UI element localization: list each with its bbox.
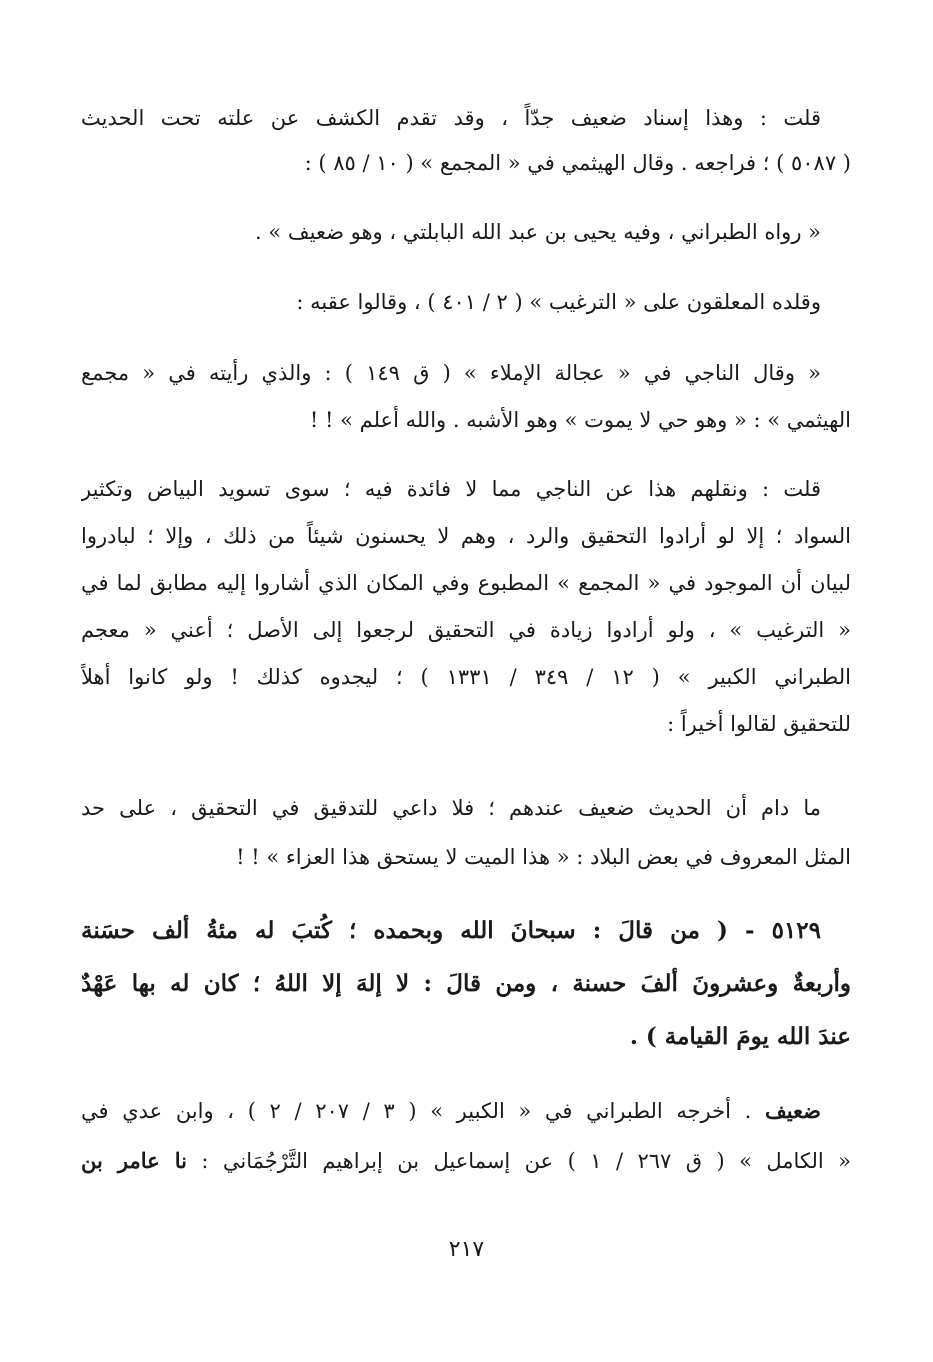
paragraph-commentary-3: [81, 466, 851, 748]
text-line: الطبراني الكبير » ( ١٢ / ٣٤٩ / ١٣٣١ ) ؛ ليجدوه كذلك ! ولو كانوا أهلاً: [81, 665, 851, 689]
paragraph-commentary-2: [81, 280, 851, 325]
text-line: « وقال الناجي في « عجالة الإملاء » ( ق ١٤٩ ) : والذي رأيته في « مجمع: [81, 361, 821, 385]
text-line: « رواه الطبراني ، وفيه يحيى بن عبد الله البابلتي ، وهو ضعيف » .: [255, 220, 821, 244]
text-fragment: « الكامل » ( ق ٢٦٧ / ١ ) عن إسماعيل بن إبراهيم التَّرْجُمَاني :: [201, 1149, 851, 1173]
text-line: ( ٥٠٨٧ ) ؛ فراجعه . وقال الهيثمي في « المجمع » ( ١٠ / ٨٥ ) :: [304, 151, 851, 175]
paragraph-quote-haythami: [81, 210, 851, 255]
grading-label: ضعيف: [764, 1098, 821, 1123]
text-line: المثل المعروف في بعض البلاد : « هذا الميت لا يستحق هذا العزاء » ! !: [236, 845, 851, 869]
text-line: الهيثمي » : « وهو حي لا يموت » وهو الأشبه . والله أعلم » ! !: [309, 408, 851, 432]
hadith-entry-5129: [81, 904, 851, 1063]
text-fragment: . أخرجه الطبراني في « الكبير » ( ٣ / ٢٠٧ / ٢ ) ، وابن عدي في: [81, 1099, 752, 1123]
narrator-name: نا عامر بن: [81, 1148, 187, 1173]
hadith-line: وأربعةٌ وعشرونَ ألفَ حسنة ، ومن قالَ : لا إلهَ إلا اللهُ ؛ كان له بها عَهْدٌ: [81, 970, 851, 997]
hadith-line: عندَ الله يومَ القيامة ) .: [629, 1023, 851, 1050]
text-line: السواد ؛ إلا لو أرادوا التحقيق والرد ، وهم لا يحسنون شيئاً من ذلك ، وإلا ؛ لبادروا: [81, 524, 851, 548]
text-line: لبيان أن الموجود في « المجمع » المطبوع وفي المكان الذي أشاروا إليه مطابق لما في: [81, 571, 851, 595]
hadith-line: ٥١٢٩ - ( من قالَ : سبحانَ الله وبحمده ؛ كُتبَ له مئةُ ألف حسَنة: [81, 917, 821, 944]
paragraph-commentary-1: [81, 96, 851, 186]
page-number: ٢١٧: [448, 1237, 485, 1262]
text-line: للتحقيق لقالوا أخيراً :: [667, 712, 851, 736]
text-line: ما دام أن الحديث ضعيف عندهم ؛ فلا داعي للتدقيق في التحقيق ، على حد: [81, 796, 821, 820]
paragraph-quote-naji: [81, 350, 851, 444]
paragraph-grading: [81, 1086, 851, 1186]
text-line: [81, 1136, 851, 1186]
text-line: [81, 1086, 851, 1136]
text-line: قلت : وهذا إسناد ضعيف جدّاً ، وقد تقدم الكشف عن علته تحت الحديث: [81, 106, 821, 130]
text-line: وقلده المعلقون على « الترغيب » ( ٢ / ٤٠١ ) ، وقالوا عقبه :: [296, 290, 821, 314]
paragraph-commentary-4: [81, 784, 851, 882]
text-line: قلت : ونقلهم هذا عن الناجي مما لا فائدة فيه ؛ سوى تسويد البياض وتكثير: [81, 477, 821, 501]
text-line: « الترغيب » ، ولو أرادوا زيادة في التحقيق لرجعوا إلى الأصل ؛ أعني « معجم: [81, 618, 851, 642]
